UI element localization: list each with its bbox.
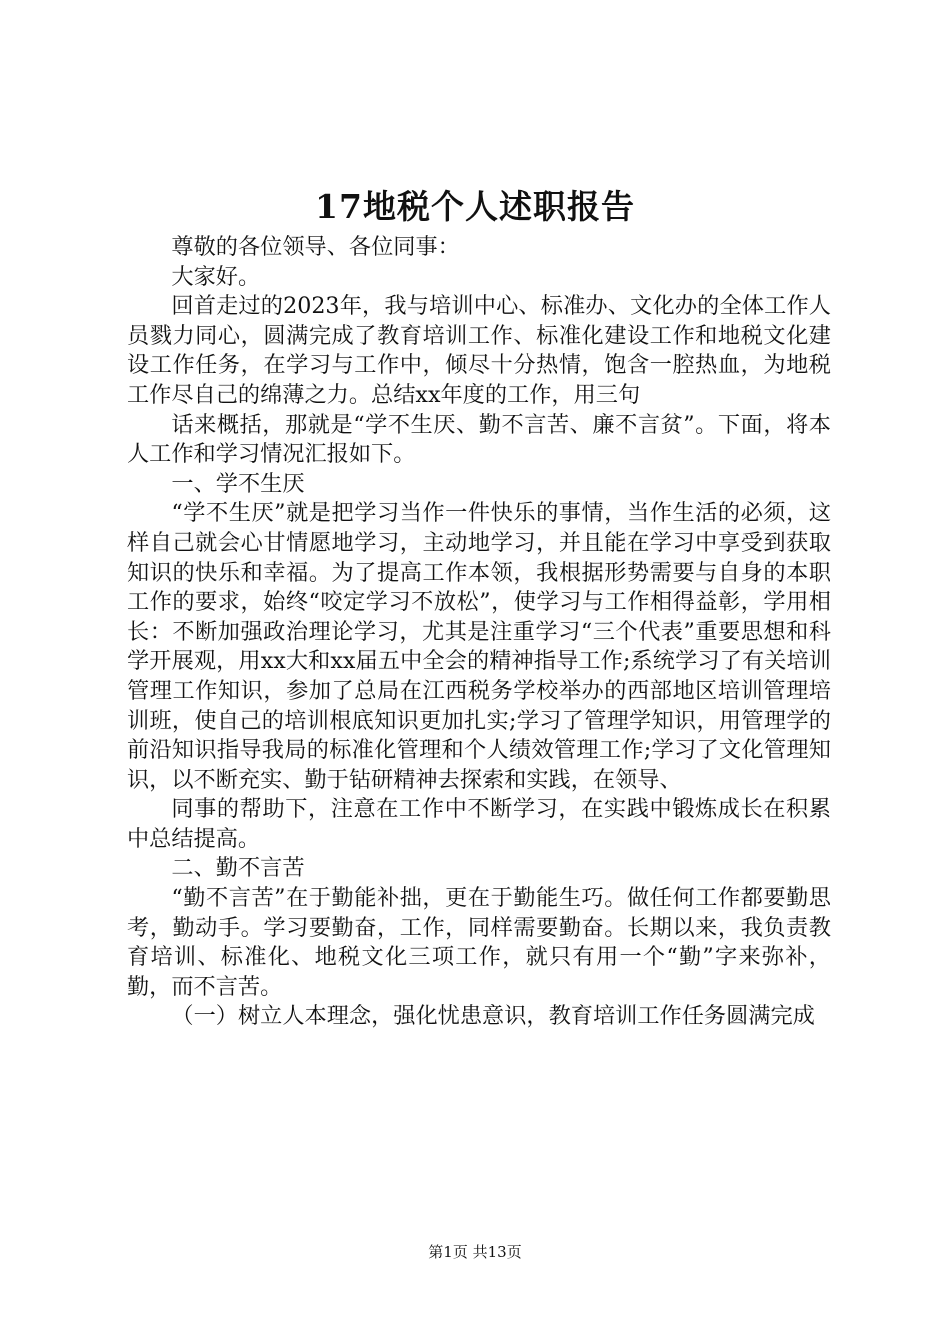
document-body	[127, 233, 831, 1032]
paragraph-salutation: 尊敬的各位领导、各位同事：	[171, 234, 460, 260]
paragraph-section-1: “学不生厌”就是把学习当作一件快乐的事情，当作生活的必须，这样自己就会心甘情愿地学习，主动地学习，并且能在学习中享受到获取知识的快乐和幸福。为了提高工作本领，我根据形势需要与自身的本职工作的要求，始终“咬定学习不放松”，使学习与工作相得益彰，学用相长：不断加强政治理论学习，尤其是注重学习“三个代表”重要思想和科学开展观，用xx大和xx届五中全会的精神指导工作;系统学习了有关培训管理工作知识，参加了总局在江西税务学校举办的西部地区培训管理培训班，使自己的培训根底知识更加扎实;学习了管理学知识，用管理学的前沿知识指导我局的标准化管理和个人绩效管理工作;学习了文化管理知识，以不断充实、勤于钻研精神去探索和实践，在领导、	[127, 500, 831, 793]
page-footer: 第1页 共13页	[428, 1243, 522, 1261]
paragraph-intro-continued: 话来概括，那就是“学不生厌、勤不言苦、廉不言贫”。下面，将本人工作和学习情况汇报如下。	[127, 411, 831, 468]
section-heading-1: 一、学不生厌	[171, 470, 305, 497]
document-title: 17地税个人述职报告	[315, 187, 635, 226]
subsection-heading-2-1: （一）树立人本理念，强化忧患意识，教育培训工作任务圆满完成	[171, 1003, 815, 1030]
paragraph-section-1-continued: 同事的帮助下，注意在工作中不断学习，在实践中锻炼成长在积累中总结提高。	[127, 796, 831, 852]
paragraph-section-2: “勤不言苦”在于勤能补拙，更在于勤能生巧。做任何工作都要勤思考，勤动手。学习要勤奋，工作，同样需要勤奋。长期以来，我负责教育培训、标准化、地税文化三项工作，就只有用一个“勤”字来弥补，勤，而不言苦。	[127, 885, 831, 1000]
paragraph-greeting: 大家好。	[171, 263, 261, 290]
section-heading-2: 二、勤不言苦	[171, 855, 305, 882]
paragraph-intro: 回首走过的2023年，我与培训中心、标准办、文化办的全体工作人员戮力同心，圆满完成了教育培训工作、标准化建设工作和地税文化建设工作任务，在学习与工作中，倾尽十分热情，饱含一腔热血，为地税工作尽自己的绵薄之力。总结xx年度的工作，用三句	[127, 293, 831, 408]
